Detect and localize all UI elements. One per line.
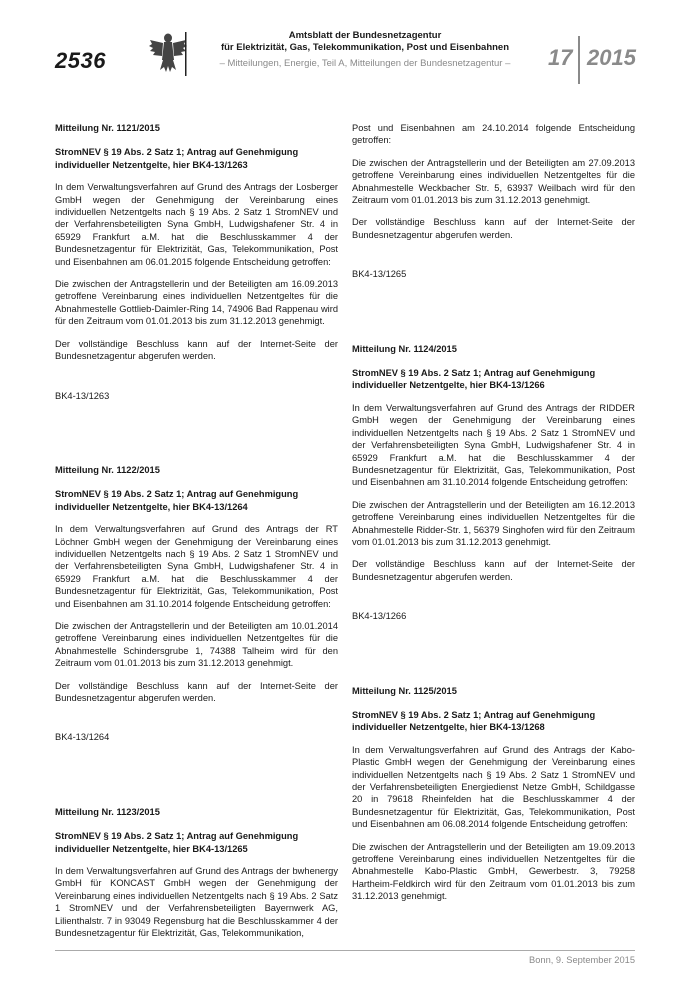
- notice-title: StromNEV § 19 Abs. 2 Satz 1; Antrag auf Genehmigung individueller Netzentgelte, hier BK4-13/1264: [55, 489, 299, 512]
- notice-reference: BK4-13/1263: [55, 390, 110, 401]
- notice-paragraph: Die zwischen der Antragstellerin und der Beteiligten am 19.09.2013 getroffene Vereinbarung eines individuellen Netzentgeltes für die Abnahmestelle Kabo-Plastic GmbH, Gewerbestr. 3, 79258 Hartheim-Feldkirch wird für den Zeitraum vom 01.01.2013 bis zum 31.12.2013 genehmigt.: [352, 841, 635, 902]
- notice-number: Mitteilung Nr. 1121/2015: [55, 123, 160, 133]
- left-column: [55, 122, 338, 949]
- notice-paragraph: Der vollständige Beschluss kann auf der Internet-Seite der Bundesnetzagentur abgerufen werden.: [55, 680, 338, 703]
- notice-reference: BK4-13/1264: [55, 732, 110, 743]
- journal-section: – Mitteilungen, Energie, Teil A, Mitteilungen der Bundesnetzagentur –: [219, 58, 511, 69]
- notice-number: Mitteilung Nr. 1125/2015: [352, 685, 457, 696]
- notice-paragraph: Der vollständige Beschluss kann auf der Internet-Seite der Bundesnetzagentur abgerufen werden.: [352, 559, 635, 582]
- notice-paragraph: Der vollständige Beschluss kann auf der Internet-Seite der Bundesnetzagentur abgerufen werden.: [55, 338, 338, 362]
- notice-title: StromNEV § 19 Abs. 2 Satz 1; Antrag auf Genehmigung individueller Netzentgelte, hier BK4-13/1265: [55, 831, 299, 854]
- notice-paragraph: In dem Verwaltungsverfahren auf Grund des Antrags der Losberger GmbH wegen der Genehmigung der Vereinbarung eines individuellen Netzentgelts nach § 19 Abs. 2 Satz 1 StromNEV und der Verfahrensbeteiligten Syna GmbH, Ludwigshafener Str. 4 in 65929 Frankfurt a.M. hat die Beschlusskammer 4 der Bundesnetzagentur für Elektrizität, Gas, Telekommunikation, Post und Eisenbahnen am 06.01.2015 folgende Entscheidung getroffen:: [55, 182, 338, 267]
- notice-number: Mitteilung Nr. 1124/2015: [352, 343, 457, 354]
- notice-title: StromNEV § 19 Abs. 2 Satz 1; Antrag auf Genehmigung individueller Netzentgelte, hier BK4-13/1266: [352, 368, 596, 391]
- federal-eagle-icon: [148, 30, 188, 78]
- issue-year: 2015: [587, 45, 636, 70]
- journal-title: Amtsblatt der Bundesnetzagentur: [288, 30, 442, 41]
- notice-number: Mitteilung Nr. 1123/2015: [55, 806, 160, 817]
- notice-reference: BK4-13/1265: [352, 269, 407, 280]
- notice-title: StromNEV § 19 Abs. 2 Satz 1; Antrag auf Genehmigung individueller Netzentgelte, hier BK4-13/1263: [55, 147, 299, 170]
- notice-paragraph: In dem Verwaltungsverfahren auf Grund des Antrags der RT Löchner GmbH wegen der Genehmigung der Vereinbarung eines individuellen Netzentgelts nach § 19 Abs. 2 Satz 1 StromNEV und der Verfahrensbeteiligten Syna GmbH, Ludwigshafener Str. 4 in 65929 Frankfurt a.M. hat die Beschlusskammer 4 der Bundesnetzagentur für Elektrizität, Gas, Telekommunikation, Post und Eisenbahnen am 31.10.2014 folgende Entscheidung getroffen:: [55, 524, 338, 609]
- notice-paragraph: Die zwischen der Antragstellerin und der Beteiligten am 16.12.2013 getroffene Vereinbarung eines individuellen Netzentgeltes für die Abnahmestelle Ridder-Str. 1, 56379 Singhofen wird für den Zeitraum vom 01.01.2013 bis zum 31.12.2013 genehmigt.: [352, 499, 635, 547]
- notice-paragraph: In dem Verwaltungsverfahren auf Grund des Antrags der Kabo-Plastic GmbH wegen der Genehmigung der Vereinbarung eines individuellen Netzentgelts nach § 19 Abs. 2 Satz 1 StromNEV und der Verfahrensbeteiligten Energiedienst Netze GmbH, Schildgasse 20 in 79618 Rheinfelden hat die Beschlusskammer 4 der Bundesnetzagentur für Elektrizität, Gas, Telekommunikation, Post und Eisenbahnen am 06.08.2014 folgende Entscheidung getroffen:: [352, 744, 635, 830]
- journal-title-sub: für Elektrizität, Gas, Telekommunikation, Post und Eisenbahnen: [220, 42, 510, 53]
- notice-paragraph: Die zwischen der Antragstellerin und der Beteiligten am 10.01.2014 getroffene Vereinbarung eines individuellen Netzentgeltes für die Abnahmestelle Schindersgrube 1, 74388 Talheim wird für den Zeitraum vom 01.01.2013 bis zum 31.12.2013 genehmigt.: [55, 620, 338, 669]
- issue-number: 17: [548, 45, 573, 70]
- footer-divider: [55, 950, 635, 951]
- notice-paragraph: Die zwischen der Antragstellerin und der Beteiligten am 16.09.2013 getroffene Vereinbarung eines individuellen Netzentgeltes für die Abnahmestelle Gottlieb-Daimler-Ring 14, 74906 Bad Rappenau wird für den Zeitraum vom 01.01.2013 bis zum 31.12.2013 genehmigt.: [55, 279, 338, 327]
- right-column: [352, 122, 635, 913]
- notice-paragraph: In dem Verwaltungsverfahren auf Grund des Antrags der RIDDER GmbH wegen der Genehmigung der Vereinbarung eines individuellen Netzentgelts nach § 19 Abs. 2 Satz 1 StromNEV und der Verfahrensbeteiligten Syna GmbH, Ludwigshafener Str. 4 in 65929 Frankfurt a.M. hat die Beschlusskammer 4 der Bundesnetzagentur für Elektrizität, Gas, Telekommunikation, Post und Eisenbahnen am 31.10.2014 folgende Entscheidung getroffen:: [352, 402, 635, 488]
- notice-paragraph: Post und Eisenbahnen am 24.10.2014 folgende Entscheidung getroffen:: [352, 123, 635, 146]
- notice-title: StromNEV § 19 Abs. 2 Satz 1; Antrag auf Genehmigung individueller Netzentgelte, hier BK4-13/1268: [352, 709, 596, 733]
- notice-paragraph: In dem Verwaltungsverfahren auf Grund des Antrags der bwhenergy GmbH für KONCAST GmbH wegen der Genehmigung der Vereinbarung eines individuellen Netzentgelts nach § 19 Abs. 2 Satz 1 StromNEV und der Verfahrensbeteiligten Bayernwerk AG, Lilienthalstr. 7 in 93049 Regensburg hat die Beschlusskammer 4 der Bundesnetzagentur für Elektrizität, Gas, Telekommunikation,: [55, 866, 338, 939]
- notice-number: Mitteilung Nr. 1122/2015: [55, 464, 160, 475]
- page-number: 2536: [55, 48, 106, 73]
- notice-paragraph: Der vollständige Beschluss kann auf der Internet-Seite der Bundesnetzagentur abgerufen werden.: [352, 217, 635, 240]
- notice-reference: BK4-13/1266: [352, 611, 407, 622]
- notice-paragraph: Die zwischen der Antragstellerin und der Beteiligten am 27.09.2013 getroffene Vereinbarung eines individuellen Netzentgeltes für die Abnahmestelle Weckbacher Str. 5, 63937 Weilbach wird für den Zeitraum vom 01.01.2013 bis zum 31.12.2013 genehmigt.: [352, 157, 635, 206]
- footer-place-date: Bonn, 9. September 2015: [529, 955, 635, 965]
- issue-divider: [578, 36, 580, 84]
